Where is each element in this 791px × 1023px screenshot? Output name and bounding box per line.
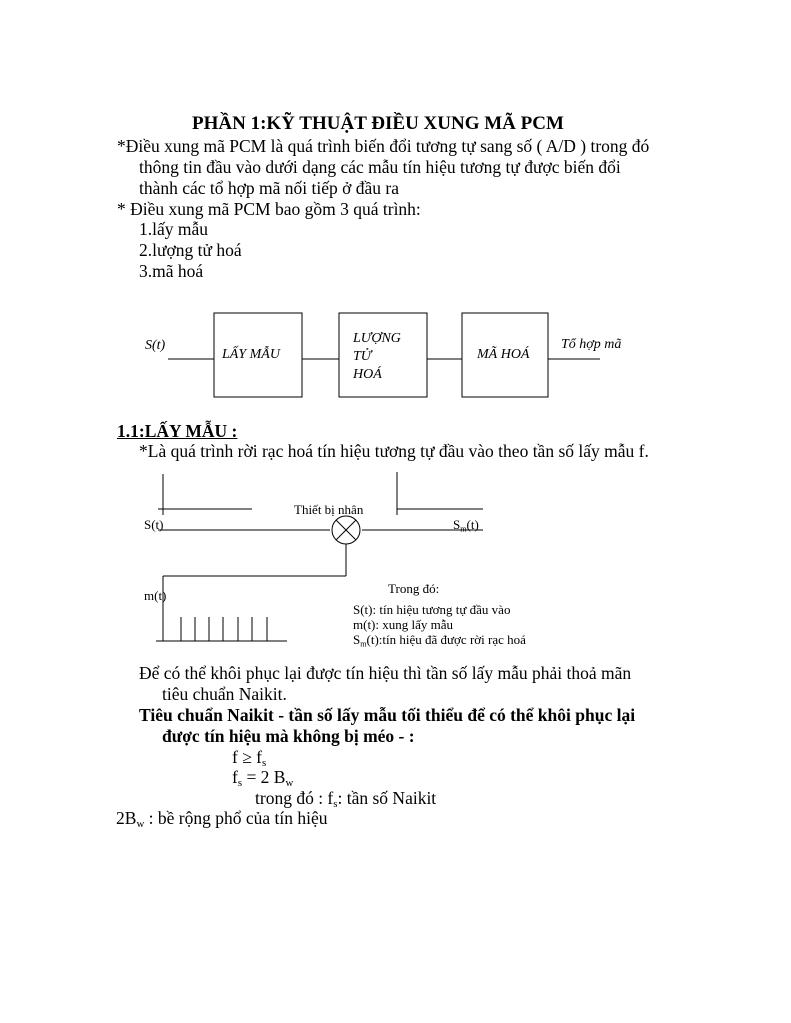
block-2-label-line-3: HOÁ	[353, 367, 382, 382]
legend-line-3: $S_m(t):tín$ hiệu đã được rời rạc hoá	[353, 632, 526, 649]
body-paragraph-2: tiêu chuẩn Naikit.	[162, 684, 287, 704]
block-output-label: Tổ hợp mã	[561, 337, 622, 352]
step-1: 1.lấy mẫu	[139, 219, 209, 239]
block-input-label: S(t)	[145, 338, 166, 353]
intro-line-3: thành các tổ hợp mã nối tiếp ở đầu ra	[139, 178, 400, 198]
legend-line-1: S(t): tín hiệu tương tự đầu vào	[353, 602, 511, 617]
formula-1: $f \ge f_s$	[232, 747, 267, 770]
nyquist-criterion-line-2: được tín hiệu mà không bị méo - :	[162, 726, 415, 746]
sampler-output-label: $S_m(t)$	[453, 517, 479, 534]
intro-line-4: * Điều xung mã PCM bao gồm 3 quá trình:	[117, 199, 421, 219]
formula-3: trong đó : $f_s$: tần số Naikit	[255, 788, 437, 811]
nyquist-criterion-line-1: Tiêu chuẩn Naikit - tần số lấy mẫu tối thiểu để có thể khôi phục lại	[139, 705, 636, 725]
block-2-label-line-1: LƯỢNG	[353, 331, 401, 346]
legend-title: Trong đó:	[388, 581, 440, 596]
section-heading: 1.1:LẤY MẪU :	[117, 421, 238, 441]
step-2: 2.lượng tử hoá	[139, 240, 242, 260]
formula-2: $f_s = 2$ $B_w$	[232, 767, 294, 790]
pulse-label: m(t)	[144, 588, 167, 603]
sampler-input-label: S(t)	[144, 517, 164, 532]
block-1-label: LẤY MẪU	[222, 347, 280, 362]
section-description: *Là quá trình rời rạc hoá tín hiệu tương tự đầu vào theo tần số lấy mẫu f.	[139, 441, 649, 461]
body-paragraph-1: Để có thể khôi phục lại được tín hiệu thì tần số lấy mẫu phải thoả mãn	[139, 663, 632, 683]
legend-line-2: m(t): xung lấy mẫu	[353, 617, 454, 632]
intro-line-1: *Điều xung mã PCM là quá trình biến đổi tương tự sang số ( A/D ) trong đó	[117, 136, 650, 156]
formula-4: $2B_w$ : bề rộng phổ của tín hiệu	[116, 808, 328, 831]
block-2-label-line-2: TỬ	[353, 349, 372, 364]
page-title: PHẦN 1:KỸ THUẬT ĐIỀU XUNG MÃ PCM	[192, 113, 564, 134]
multiplier-label: Thiết bị nhân	[294, 502, 364, 517]
step-3: 3.mã hoá	[139, 261, 204, 281]
block-3-label: MÃ HOÁ	[477, 347, 530, 362]
intro-line-2: thông tin đầu vào dưới dạng các mẫu tín hiệu tương tự được biến đổi	[139, 157, 621, 177]
